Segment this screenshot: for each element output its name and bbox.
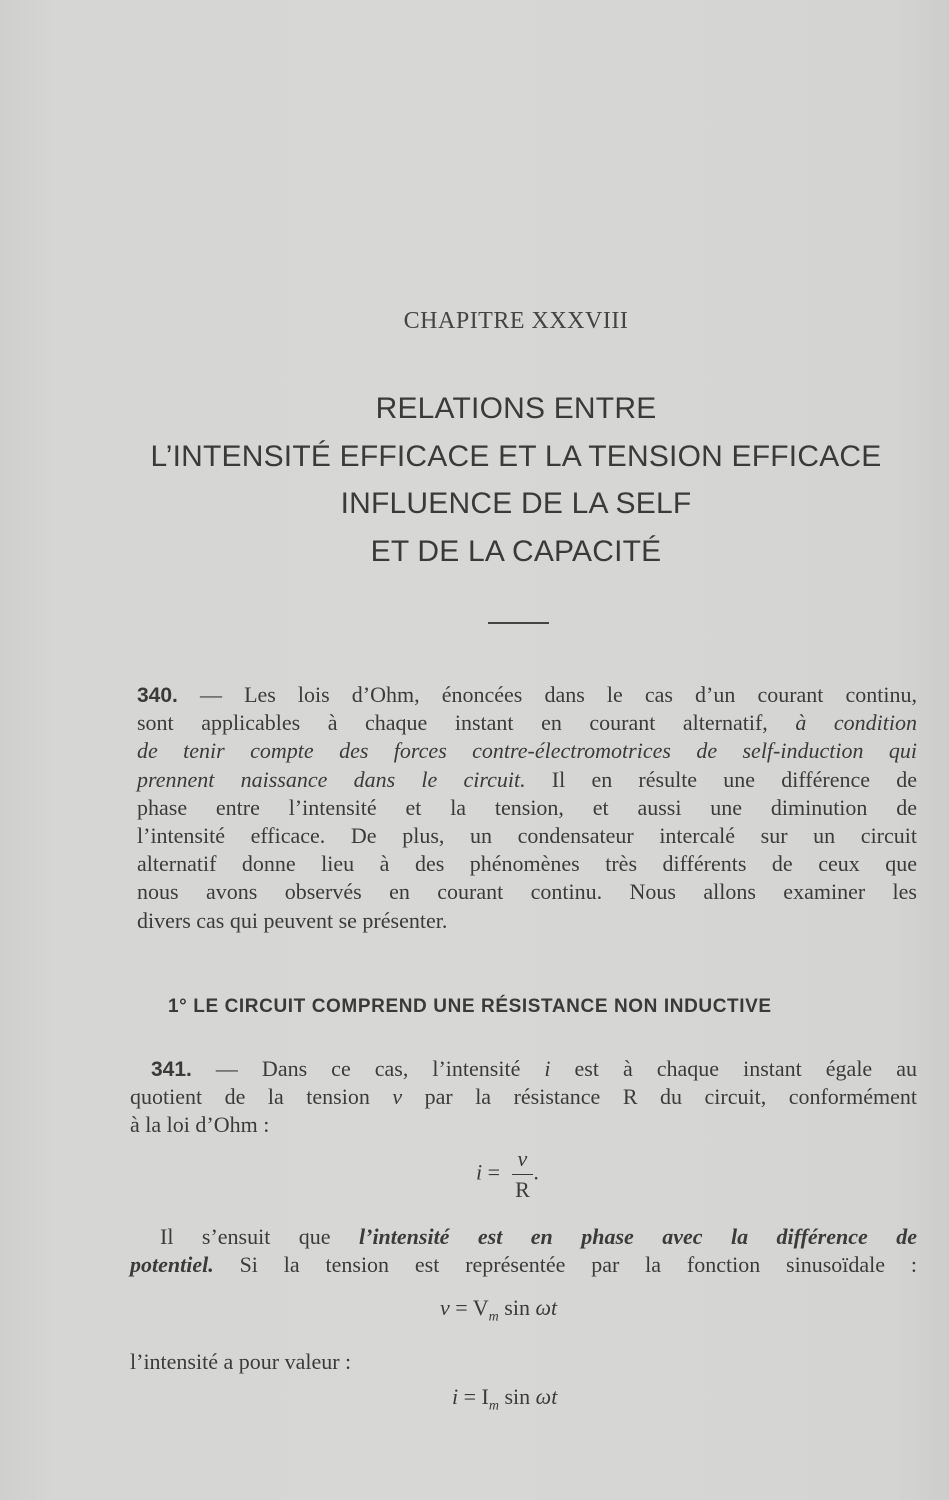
chapter-title-line: RELATIONS ENTRE xyxy=(375,392,657,425)
chapter-title xyxy=(110,385,922,575)
paragraph-text: l’intensité efficace. De plus, un condensateur intercalé sur un circuit xyxy=(137,822,917,848)
title-divider xyxy=(488,622,549,624)
paragraph-text: Il en résulte une différence de xyxy=(525,766,917,792)
paragraph-number: 340. xyxy=(137,684,178,707)
paragraph-emphasis: l’intensité est en phase avec la différence de xyxy=(359,1224,917,1249)
paragraph-text: Si la tension est représentée par la fonction sinusoïdale : xyxy=(213,1252,917,1278)
variable-v: v xyxy=(392,1084,403,1110)
line-intensite: l’intensité a pour valeur : xyxy=(130,1349,352,1374)
formula-omega-t: ωt xyxy=(535,1295,558,1320)
formula-ohm xyxy=(476,1146,539,1203)
paragraph-text: — Dans ce cas, l’intensité xyxy=(191,1056,545,1081)
paragraph-text: divers cas qui peuvent se présenter. xyxy=(137,907,448,933)
variable-i: i xyxy=(544,1056,551,1081)
formula-rhs: sin xyxy=(498,1295,536,1320)
formula-lhs: i xyxy=(476,1159,483,1185)
paragraph-text: nous avons observés en courant continu. Nous allons examiner les xyxy=(137,879,917,905)
paragraph-number: 341. xyxy=(151,1058,192,1081)
paragraph-text: phase entre l’intensité et la tension, et aussi une diminution de xyxy=(137,794,917,820)
section-heading: 1° LE CIRCUIT COMPREND UNE RÉSISTANCE NON INDUCTIVE xyxy=(168,996,772,1017)
formula-rhs: sin xyxy=(498,1384,536,1409)
fraction-numerator: v xyxy=(512,1146,534,1175)
chapter-title-line: INFLUENCE DE LA SELF xyxy=(340,487,692,520)
formula-subscript: m xyxy=(488,1398,499,1414)
formula-equals: = xyxy=(482,1159,506,1185)
paragraph-emphasis: potentiel. xyxy=(130,1252,214,1278)
paragraph-text: — Les lois d’Ohm, énoncées dans le cas d’un courant continu, xyxy=(177,682,917,707)
paragraph-ensuit xyxy=(130,1223,917,1279)
paragraph-text: est à chaque instant égale au xyxy=(550,1056,917,1081)
formula-equals: = I xyxy=(458,1384,489,1409)
paragraph-text: quotient de la tension xyxy=(130,1084,393,1110)
chapter-label: CHAPITRE XXXVIII xyxy=(403,308,629,334)
chapter-title-line: ET DE LA CAPACITÉ xyxy=(370,534,662,568)
formula-fraction xyxy=(512,1146,534,1203)
formula-lhs: i xyxy=(452,1384,459,1409)
paragraph-text: à la loi d’Ohm : xyxy=(130,1112,270,1138)
formula-intensite xyxy=(452,1384,557,1414)
formula-lhs: v xyxy=(440,1295,450,1320)
paragraph-emphasis: prennent naissance dans le circuit. xyxy=(137,766,526,792)
formula-end: . xyxy=(533,1159,539,1185)
paragraph-emphasis: à condition xyxy=(795,710,917,736)
paragraph-text: sont applicables à chaque instant en courant alternatif, xyxy=(137,710,796,736)
fraction-denominator: R xyxy=(515,1177,530,1202)
paragraph-text: alternatif donne lieu à des phénomènes très différents de ceux que xyxy=(137,851,917,877)
formula-omega-t: ωt xyxy=(535,1384,558,1409)
paragraph-340 xyxy=(137,681,917,935)
formula-subscript: m xyxy=(488,1309,499,1325)
paragraph-text: par la résistance R du circuit, conformément xyxy=(402,1084,917,1110)
paragraph-emphasis: de tenir compte des forces contre-électromotrices de self-induction qui xyxy=(137,738,917,764)
paragraph-341 xyxy=(130,1055,917,1140)
chapter-title-line: L’INTENSITÉ EFFICACE ET LA TENSION EFFICACE xyxy=(150,439,882,473)
paragraph-text: Il s’ensuit que xyxy=(160,1224,359,1249)
formula-tension xyxy=(440,1295,557,1325)
formula-equals: = V xyxy=(449,1295,489,1320)
